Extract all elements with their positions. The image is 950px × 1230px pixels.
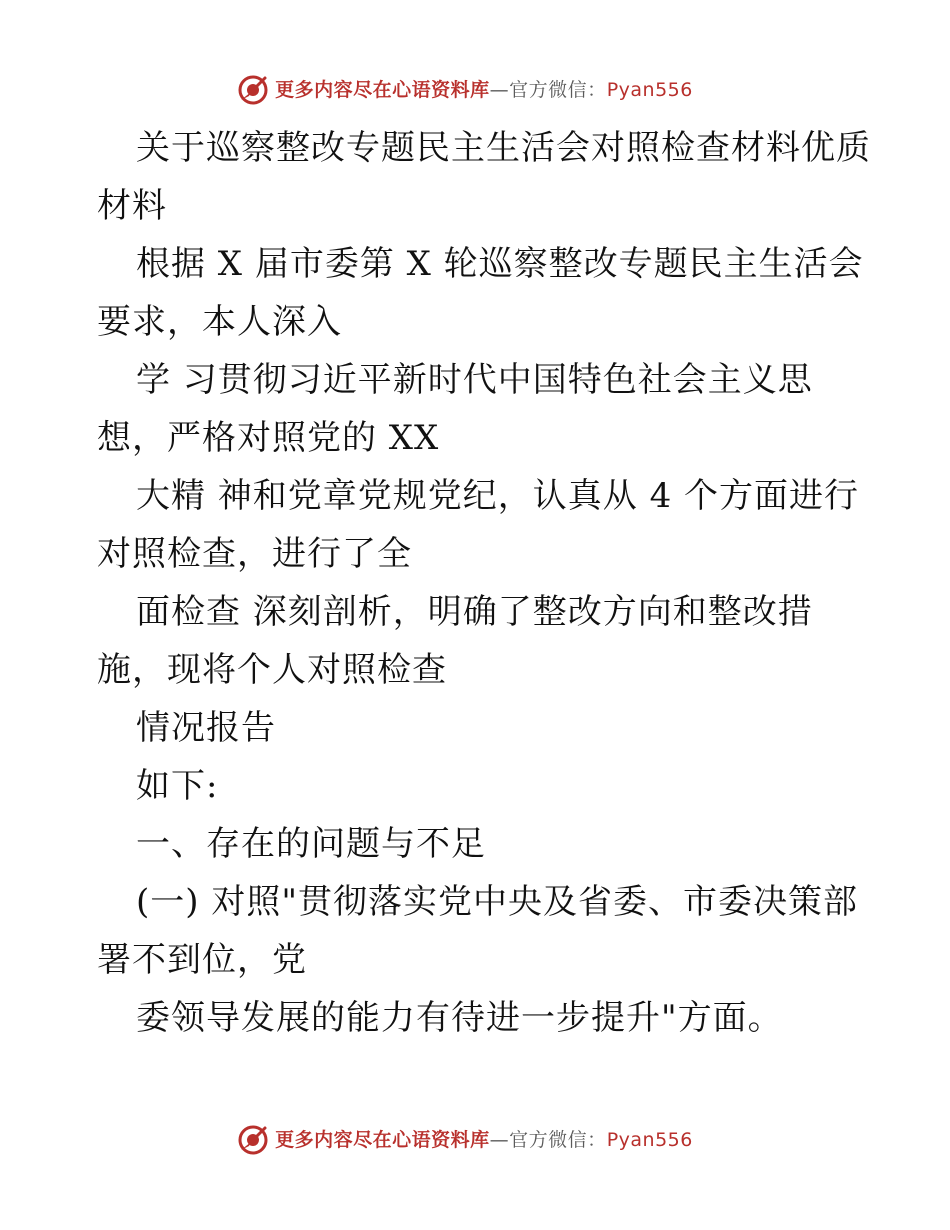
brand-logo-icon	[237, 74, 269, 106]
paragraph-line: 委领导发展的能力有待进一步提升"方面。	[136, 998, 783, 1038]
paragraph-line: 要求，本人深入	[97, 302, 342, 342]
paragraph-line: 对照检查，进行了全	[97, 534, 412, 574]
section-heading: 一、存在的问题与不足	[136, 824, 486, 864]
paragraph-line: 学 习贯彻习近平新时代中国特色社会主义思	[136, 360, 813, 400]
footer-watermark	[0, 1120, 950, 1160]
header-watermark	[0, 70, 950, 110]
paragraph-line: 如下:	[136, 766, 219, 806]
brand-logo-icon	[237, 1124, 269, 1156]
paragraph-line: 大精 神和党章党规党纪，认真从 4 个方面进行	[136, 476, 860, 516]
paragraph-line: 署不到位，党	[97, 940, 307, 980]
paragraph-line: 施，现将个人对照检查	[97, 650, 447, 690]
paragraph-line: 面检查 深刻剖析，明确了整改方向和整改措	[136, 592, 813, 632]
watermark-text: 更多内容尽在心语资料库—官方微信：Pyan556	[275, 1129, 693, 1151]
watermark-text: 更多内容尽在心语资料库—官方微信：Pyan556	[275, 79, 693, 101]
title-line-2: 材料	[97, 186, 167, 226]
paragraph-line: 情况报告	[136, 708, 276, 748]
title-line-1: 关于巡察整改专题民主生活会对照检查材料优质	[136, 128, 871, 168]
paragraph-line: 想，严格对照党的 XX	[97, 418, 440, 458]
subsection-heading: (一) 对照"贯彻落实党中央及省委、市委决策部	[136, 882, 858, 922]
paragraph-line: 根据 X 届市委第 X 轮巡察整改专题民主生活会	[136, 244, 864, 284]
